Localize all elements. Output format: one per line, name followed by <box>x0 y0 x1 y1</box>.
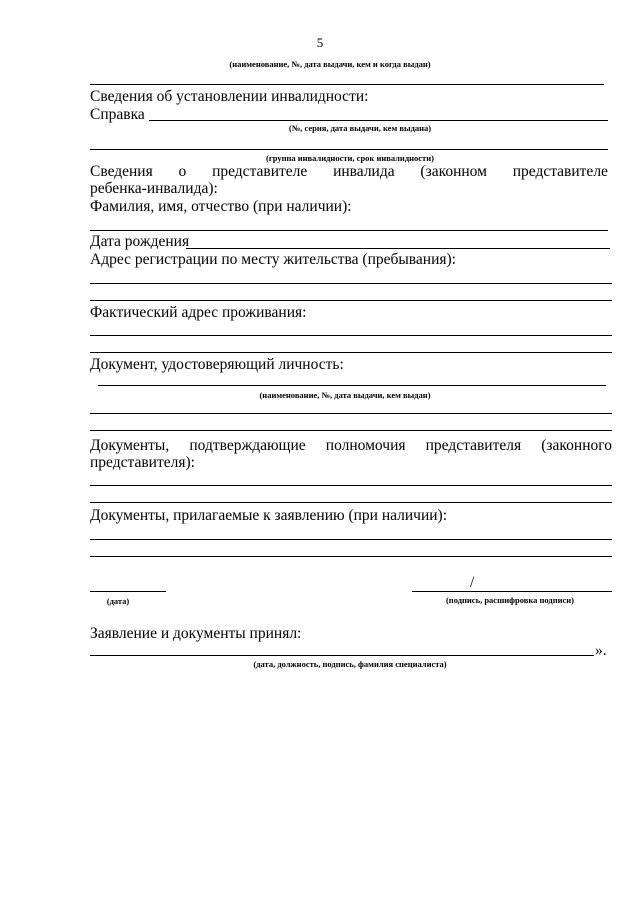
document-line[interactable] <box>90 84 604 85</box>
document-caption: (наименование, №, дата выдачи, кем и когда выдан) <box>229 59 431 69</box>
authority-docs-line-2[interactable] <box>90 502 612 503</box>
signature-caption: (подпись, расшифровка подписи) <box>445 595 575 605</box>
actual-address-line-1[interactable] <box>90 335 612 336</box>
registration-address-line-1[interactable] <box>90 283 612 284</box>
actual-address-line-2[interactable] <box>90 352 612 353</box>
date-line[interactable] <box>90 591 166 592</box>
full-name-label: Фамилия, имя, отчество (при наличии): <box>90 198 352 215</box>
representative-word: инвалида <box>333 163 395 180</box>
birth-date-label: Дата рождения <box>90 233 190 250</box>
closing-quote: ». <box>595 642 607 659</box>
authority-docs-word: подтверждающие <box>189 437 306 454</box>
disability-group-line[interactable] <box>90 149 608 150</box>
specialist-line[interactable] <box>90 655 594 656</box>
representative-heading-continued: ребенка-инвалида): <box>90 180 218 197</box>
authority-docs-word: Документы, <box>90 437 170 454</box>
date-caption: (дата) <box>106 596 130 606</box>
birth-date-line[interactable] <box>186 248 610 249</box>
signature-line[interactable] <box>412 591 612 592</box>
disability-heading: Сведения об установлении инвалидности: <box>90 88 369 105</box>
identity-doc-line[interactable] <box>98 385 606 386</box>
disability-group-caption: (группа инвалидности, срок инвалидности) <box>266 153 434 163</box>
representative-heading <box>90 163 608 181</box>
representative-word: Сведения <box>90 163 153 180</box>
identity-doc-extra-line-1[interactable] <box>90 413 612 414</box>
certificate-caption: (№, серия, дата выдачи, кем выдана) <box>288 123 432 133</box>
certificate-label: Справка <box>90 106 145 123</box>
authority-docs-heading-continued: представителя): <box>90 454 195 471</box>
representative-word: о <box>178 163 187 180</box>
representative-word: представителе <box>512 163 608 180</box>
registration-address-label: Адрес регистрации по месту жительства (пребывания): <box>90 251 456 268</box>
authority-docs-heading <box>90 437 612 455</box>
attached-docs-line-1[interactable] <box>90 539 612 540</box>
authority-docs-word: (законного <box>541 437 612 454</box>
identity-doc-extra-line-2[interactable] <box>90 430 612 431</box>
identity-doc-caption: (наименование, №, дата выдачи, кем выдан) <box>259 390 431 400</box>
representative-word: представителе <box>212 163 308 180</box>
certificate-line[interactable] <box>149 120 608 121</box>
registration-address-line-2[interactable] <box>90 300 612 301</box>
full-name-line[interactable] <box>90 230 608 231</box>
authority-docs-line-1[interactable] <box>90 485 612 486</box>
identity-doc-label: Документ, удостоверяющий личность: <box>90 356 344 373</box>
representative-word: (законном <box>420 163 487 180</box>
accepted-label: Заявление и документы принял: <box>90 625 302 642</box>
authority-docs-word: полномочия <box>325 437 406 454</box>
page-number: 5 <box>316 35 324 50</box>
specialist-caption: (дата, должность, подпись, фамилия специалиста) <box>253 659 447 669</box>
attached-docs-line-2[interactable] <box>90 556 612 557</box>
authority-docs-word: представителя <box>425 437 522 454</box>
signature-slash: / <box>470 574 475 591</box>
actual-address-label: Фактический адрес проживания: <box>90 304 307 321</box>
attached-docs-label: Документы, прилагаемые к заявлению (при наличии): <box>90 507 448 524</box>
